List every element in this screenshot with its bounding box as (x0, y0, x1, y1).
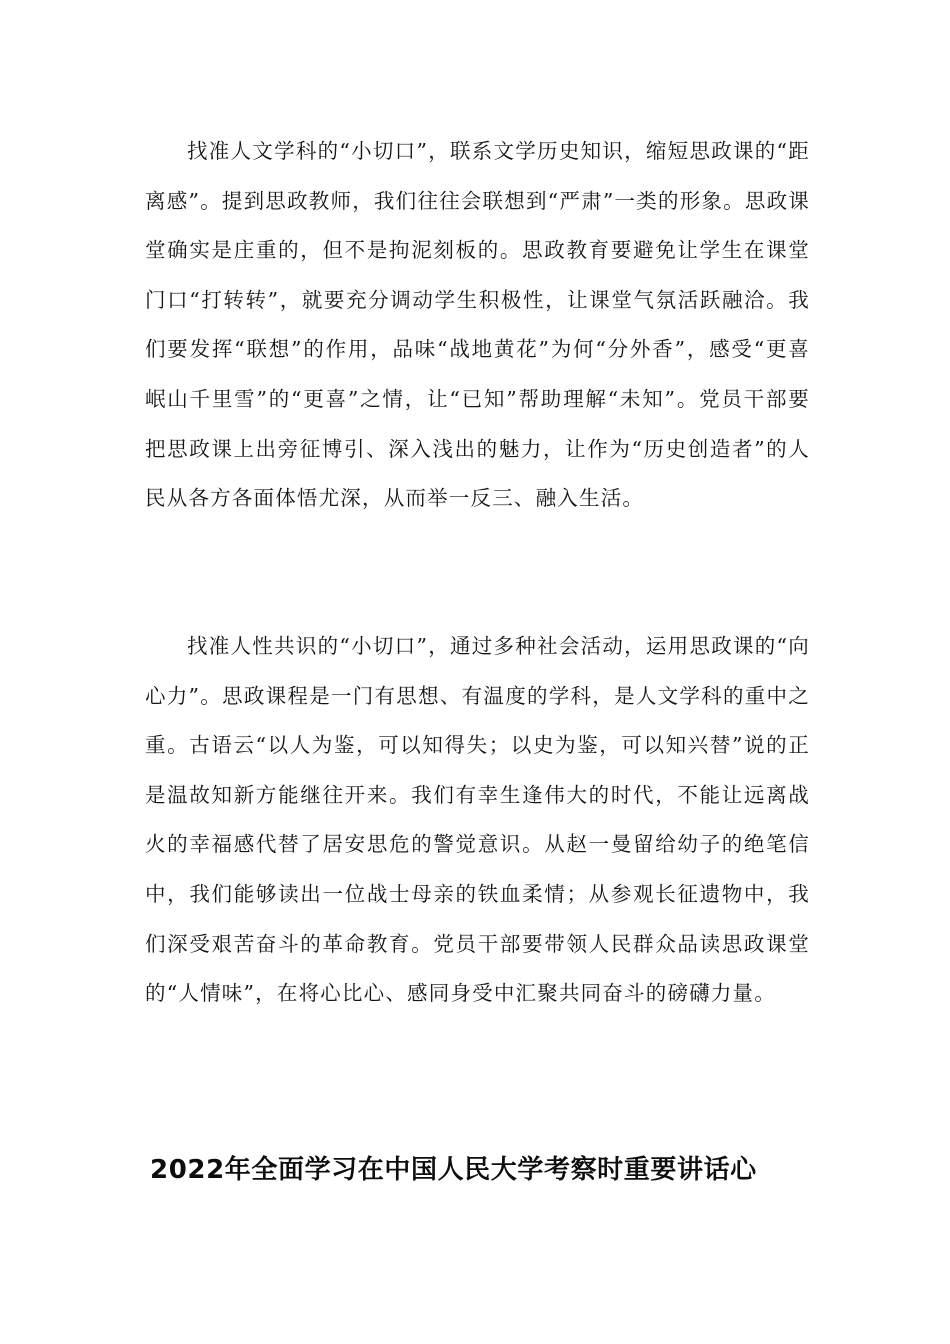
section-title: 2022年全面学习在中国人民大学考察时重要讲话心 (150, 1155, 757, 1185)
body-paragraph-1: 找准人文学科的“小切口”，联系文学历史知识，缩短思政课的“距离感”。提到思政教师，我们往往会联想到“严肃”一类的形象。思政课堂确实是庄重的，但不是拘泥刻板的。思政教育要避免让学生在课堂门口“打转转”，就要充分调动学生积极性，让课堂气氛活跃融洽。我们要发挥“联想”的作用，品味“战地黄花”为何“分外香”，感受“更喜岷山千里雪”的“更喜”之情，让“已知”帮助理解“未知”。党员干部要把思政课上出旁征博引、深入浅出的魅力，让作为“历史创造者”的人民从各方各面体悟尤深，从而举一反三、融入生活。 (145, 139, 810, 511)
body-paragraph-2: 找准人性共识的“小切口”，通过多种社会活动，运用思政课的“向心力”。思政课程是一门有思想、有温度的学科，是人文学科的重中之重。古语云“以人为鉴，可以知得失；以史为鉴，可以知兴替”说的正是温故知新方能继往开来。我们有幸生逢伟大的时代，不能让远离战火的幸福感代替了居安思危的警觉意识。从赵一曼留给幼子的绝笔信中，我们能够读出一位战士母亲的铁血柔情；从参观长征遗物中，我们深受艰苦奋斗的革命教育。党员干部要带领人民群众品读思政课堂的“人情味”，在将心比心、感同身受中汇聚共同奋斗的磅礴力量。 (145, 634, 810, 1006)
